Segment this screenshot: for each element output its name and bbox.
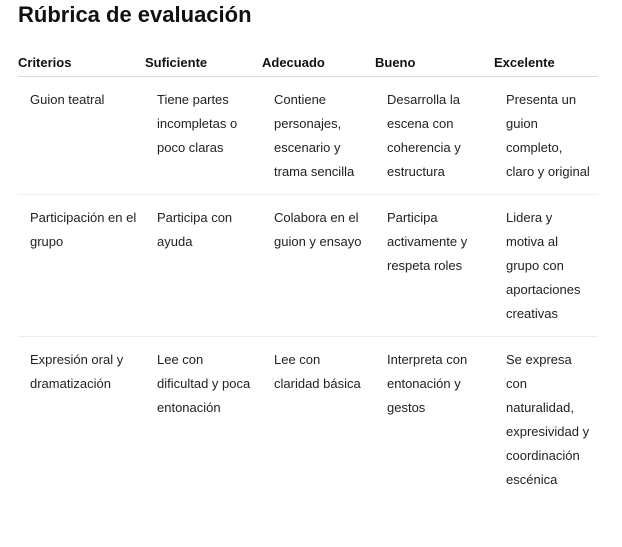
header-suficiente: Suficiente bbox=[145, 49, 262, 77]
table-cell: Interpreta con entonación y gestos bbox=[387, 352, 468, 415]
table-row bbox=[18, 195, 598, 337]
page-title: Rúbrica de evaluación bbox=[18, 2, 252, 27]
table-header-row bbox=[18, 49, 598, 77]
header-excelente: Excelente bbox=[494, 49, 598, 77]
table-row bbox=[18, 337, 598, 503]
table-cell: Lee con claridad básica bbox=[274, 352, 361, 391]
table-cell: Se expresa con naturalidad, expresividad y coordinación escénica bbox=[506, 352, 590, 487]
header-adecuado: Adecuado bbox=[262, 49, 375, 77]
rubric-table bbox=[18, 49, 598, 502]
table-cell: Lee con dificultad y poca entonación bbox=[157, 352, 251, 415]
table-cell: Tiene partes incompletas o poco claras bbox=[145, 77, 262, 195]
table-cell: Lidera y motiva al grupo con aportaciones creativas bbox=[494, 195, 598, 337]
criterion-cell: Participación en el grupo bbox=[18, 195, 145, 337]
table-cell: Participa con ayuda bbox=[145, 195, 262, 337]
table-row bbox=[18, 77, 598, 195]
table-cell: Contiene personajes, escenario y trama sencilla bbox=[262, 77, 375, 195]
table-cell: Presenta un guion completo, claro y original bbox=[494, 77, 598, 195]
criterion-cell: Expresión oral y dramatización bbox=[30, 352, 124, 391]
header-criterios: Criterios bbox=[18, 49, 145, 77]
table-cell: Participa activamente y respeta roles bbox=[375, 195, 494, 337]
table-cell: Colabora en el guion y ensayo bbox=[262, 195, 375, 337]
table-cell: Desarrolla la escena con coherencia y estructura bbox=[375, 77, 494, 195]
criterion-cell: Guion teatral bbox=[18, 77, 145, 195]
header-bueno: Bueno bbox=[375, 49, 494, 77]
